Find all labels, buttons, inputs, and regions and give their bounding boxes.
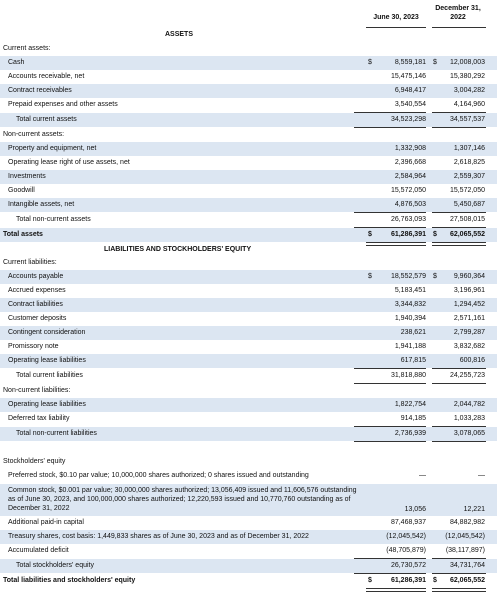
value-2023: 2,396,668: [394, 159, 426, 166]
row-label: Total assets: [3, 231, 43, 238]
header-underline-1: [366, 27, 426, 28]
value-2023: 34,523,298: [390, 116, 426, 123]
row-label: Total current assets: [16, 116, 77, 123]
value-2022: 15,572,050: [449, 187, 485, 194]
value-2022: (38,117,897): [445, 547, 485, 554]
value-2023: 15,572,050: [390, 187, 426, 194]
table-row-total-assets: [0, 228, 497, 242]
value-2022: 2,559,307: [453, 173, 485, 180]
value-2022: 3,196,961: [453, 287, 485, 294]
dollar-sign: $: [433, 273, 437, 280]
non-current-assets-heading: [0, 128, 497, 142]
row-label: Total non-current liabilities: [16, 430, 97, 437]
value-2023: 2,736,939: [394, 430, 426, 437]
equity-heading: [0, 455, 497, 469]
row-label: Cash: [8, 59, 25, 66]
table-row-deficit: [0, 544, 497, 558]
row-label: Current liabilities:: [3, 259, 57, 266]
row-label: Non-current assets:: [3, 131, 65, 138]
row-label: Current assets:: [3, 45, 51, 52]
row-label: Operating lease liabilities: [8, 357, 86, 364]
value-2023: 8,559,181: [394, 59, 426, 66]
value-2023: 15,475,146: [390, 73, 426, 80]
value-2023: (48,705,879): [386, 547, 426, 554]
value-2022: 1,033,283: [453, 415, 485, 422]
value-2023: 6,948,417: [394, 87, 426, 94]
value-2022: 12,221: [463, 506, 485, 513]
non-current-liabilities-heading: [0, 384, 497, 398]
table-row-total-non-current-liabilities: [0, 427, 497, 441]
table-row-investments: [0, 170, 497, 184]
total-double-line: [366, 242, 426, 246]
dollar-sign: $: [368, 59, 372, 66]
table-row-common-stock: [0, 484, 497, 516]
value-2022: 62,065,552: [449, 231, 485, 238]
row-label: Contract liabilities: [8, 301, 63, 308]
row-label: Stockholders' equity: [3, 458, 66, 465]
table-row-promissory: [0, 340, 497, 354]
table-row-prepaid: [0, 98, 497, 112]
value-2023: 3,540,554: [394, 101, 426, 108]
header-underline-2: [432, 27, 486, 28]
value-2022: (12,045,542): [445, 533, 485, 540]
row-label: Operating lease liabilities: [8, 401, 86, 408]
table-row-contingent: [0, 326, 497, 340]
column-header-dec-2022: [428, 4, 488, 22]
value-2023: 2,584,964: [394, 173, 426, 180]
table-row-treasury: [0, 530, 497, 544]
value-2022: 15,380,292: [449, 73, 485, 80]
value-2023: 617,815: [400, 357, 426, 364]
value-2023: 26,730,572: [390, 562, 426, 569]
value-2023: 5,183,451: [394, 287, 426, 294]
value-2022: 62,065,552: [449, 577, 485, 584]
value-2022: 1,294,452: [453, 301, 485, 308]
row-label: Preferred stock, $0.10 par value; 10,000,000 shares authorized; 0 shares issued and outstanding: [8, 472, 309, 479]
dollar-sign: $: [433, 59, 437, 66]
value-2022: 3,078,065: [453, 430, 485, 437]
row-label: Intangible assets, net: [8, 201, 75, 208]
current-liabilities-heading: [0, 256, 497, 270]
value-2023: 31,818,880: [390, 372, 426, 379]
table-row-contract-liabilities: [0, 298, 497, 312]
value-2023: 914,185: [400, 415, 426, 422]
row-label: Promissory note: [8, 343, 59, 350]
value-2023: 87,468,937: [390, 519, 426, 526]
value-2022: 3,832,682: [453, 343, 485, 350]
column-header-june-2023: June 30, 2023: [373, 14, 419, 21]
dollar-sign: $: [368, 273, 372, 280]
value-2022: 2,571,161: [453, 315, 485, 322]
table-row-accounts-receivable: [0, 70, 497, 84]
value-2022: 84,882,982: [449, 519, 485, 526]
table-row-deferred-tax: [0, 412, 497, 426]
row-label: Total stockholders' equity: [16, 562, 94, 569]
table-row-contract-receivables: [0, 84, 497, 98]
table-row-total-equity: [0, 559, 497, 573]
value-2022: 9,960,364: [453, 273, 485, 280]
total-double-line: [432, 588, 486, 592]
value-2023: 1,822,754: [394, 401, 426, 408]
row-label: Non-current liabilities:: [3, 387, 71, 394]
row-label: Accounts payable: [8, 273, 64, 280]
value-2023: —: [419, 472, 426, 479]
value-2023: 238,621: [400, 329, 426, 336]
total-double-line: [366, 588, 426, 592]
table-row-op-lease-current: [0, 354, 497, 368]
value-2023: 1,332,908: [394, 145, 426, 152]
liabilities-section-title: LIABILITIES AND STOCKHOLDERS' EQUITY: [104, 246, 252, 253]
table-row-total-current-assets: [0, 113, 497, 127]
table-row-goodwill: [0, 184, 497, 198]
column-header-dec-2022-line1: December 31,: [435, 5, 481, 12]
subtotal-line: [354, 441, 426, 442]
dollar-sign: $: [433, 577, 437, 584]
row-label: Customer deposits: [8, 315, 67, 322]
row-label: Operating lease right of use assets, net: [8, 159, 130, 166]
value-2023: 13,056: [404, 506, 426, 513]
value-2023: 18,552,579: [390, 273, 426, 280]
column-header-dec-2022-line2: 2022: [450, 14, 466, 21]
table-row-preferred-stock: [0, 469, 497, 483]
value-2022: 1,307,146: [453, 145, 485, 152]
row-label: Accumulated deficit: [8, 547, 69, 554]
value-2022: 4,164,960: [453, 101, 485, 108]
table-row-accrued: [0, 284, 497, 298]
table-row-intangible: [0, 198, 497, 212]
table-row-apic: [0, 516, 497, 530]
table-row-total-liabilities-equity: [0, 574, 497, 588]
value-2022: 2,799,287: [453, 329, 485, 336]
row-label: Goodwill: [8, 187, 35, 194]
value-2023: 61,286,391: [390, 577, 426, 584]
row-label: Investments: [8, 173, 46, 180]
value-2022: 600,816: [459, 357, 485, 364]
row-label: Contract receivables: [8, 87, 72, 94]
value-2022: —: [478, 472, 485, 479]
row-label: Treasury shares, cost basis: 1,449,833 shares as of June 30, 2023 and as of December 31, 2022: [8, 533, 309, 540]
value-2022: 5,450,687: [453, 201, 485, 208]
value-2022: 3,004,282: [453, 87, 485, 94]
value-2023: 1,941,188: [394, 343, 426, 350]
table-row-customer-deposits: [0, 312, 497, 326]
row-label: Additional paid-in capital: [8, 519, 84, 526]
value-2022: 34,731,764: [449, 562, 485, 569]
total-double-line: [432, 242, 486, 246]
value-2022: 2,618,825: [453, 159, 485, 166]
row-label: Accounts receivable, net: [8, 73, 85, 80]
value-2022: 2,044,782: [453, 401, 485, 408]
value-2023: 1,940,394: [394, 315, 426, 322]
value-2023: 26,763,093: [390, 216, 426, 223]
dollar-sign: $: [368, 231, 372, 238]
table-row-total-non-current-assets: [0, 213, 497, 227]
row-label: Accrued expenses: [8, 287, 66, 294]
value-2022: 34,557,537: [449, 116, 485, 123]
row-label: Prepaid expenses and other assets: [8, 101, 118, 108]
table-row-op-lease-noncurrent: [0, 398, 497, 412]
row-label: Contingent consideration: [8, 329, 86, 336]
table-row-rou: [0, 156, 497, 170]
value-2022: 12,008,003: [449, 59, 485, 66]
assets-section-title: ASSETS: [165, 31, 194, 38]
row-label: Deferred tax liability: [8, 415, 70, 422]
value-2022: 27,508,015: [449, 216, 485, 223]
current-assets-heading: [0, 42, 497, 56]
row-label: Total non-current assets: [16, 216, 91, 223]
row-label: Property and equipment, net: [8, 145, 97, 152]
table-row-accounts-payable: [0, 270, 497, 284]
value-2022: 24,255,723: [449, 372, 485, 379]
value-2023: 3,344,832: [394, 301, 426, 308]
table-row-ppe: [0, 142, 497, 156]
value-2023: (12,045,542): [386, 533, 426, 540]
dollar-sign: $: [433, 231, 437, 238]
value-2023: 4,876,503: [394, 201, 426, 208]
subtotal-line: [432, 441, 486, 442]
dollar-sign: $: [368, 577, 372, 584]
value-2023: 61,286,391: [390, 231, 426, 238]
row-label: Total current liabilities: [16, 372, 83, 379]
table-row-total-current-liabilities: [0, 369, 497, 383]
row-label: Common stock, $0.001 par value; 30,000,000 shares authorized; 13,056,409 issued and 11,606,576 outstanding as of June 30, 2023, and 100,000,000 shares authorized; 12,220,593 issued and 10,770,760 outstanding as of December 31, 2022: [8, 487, 357, 512]
table-row-cash: [0, 56, 497, 70]
row-label: Total liabilities and stockholders' equity: [3, 577, 136, 584]
